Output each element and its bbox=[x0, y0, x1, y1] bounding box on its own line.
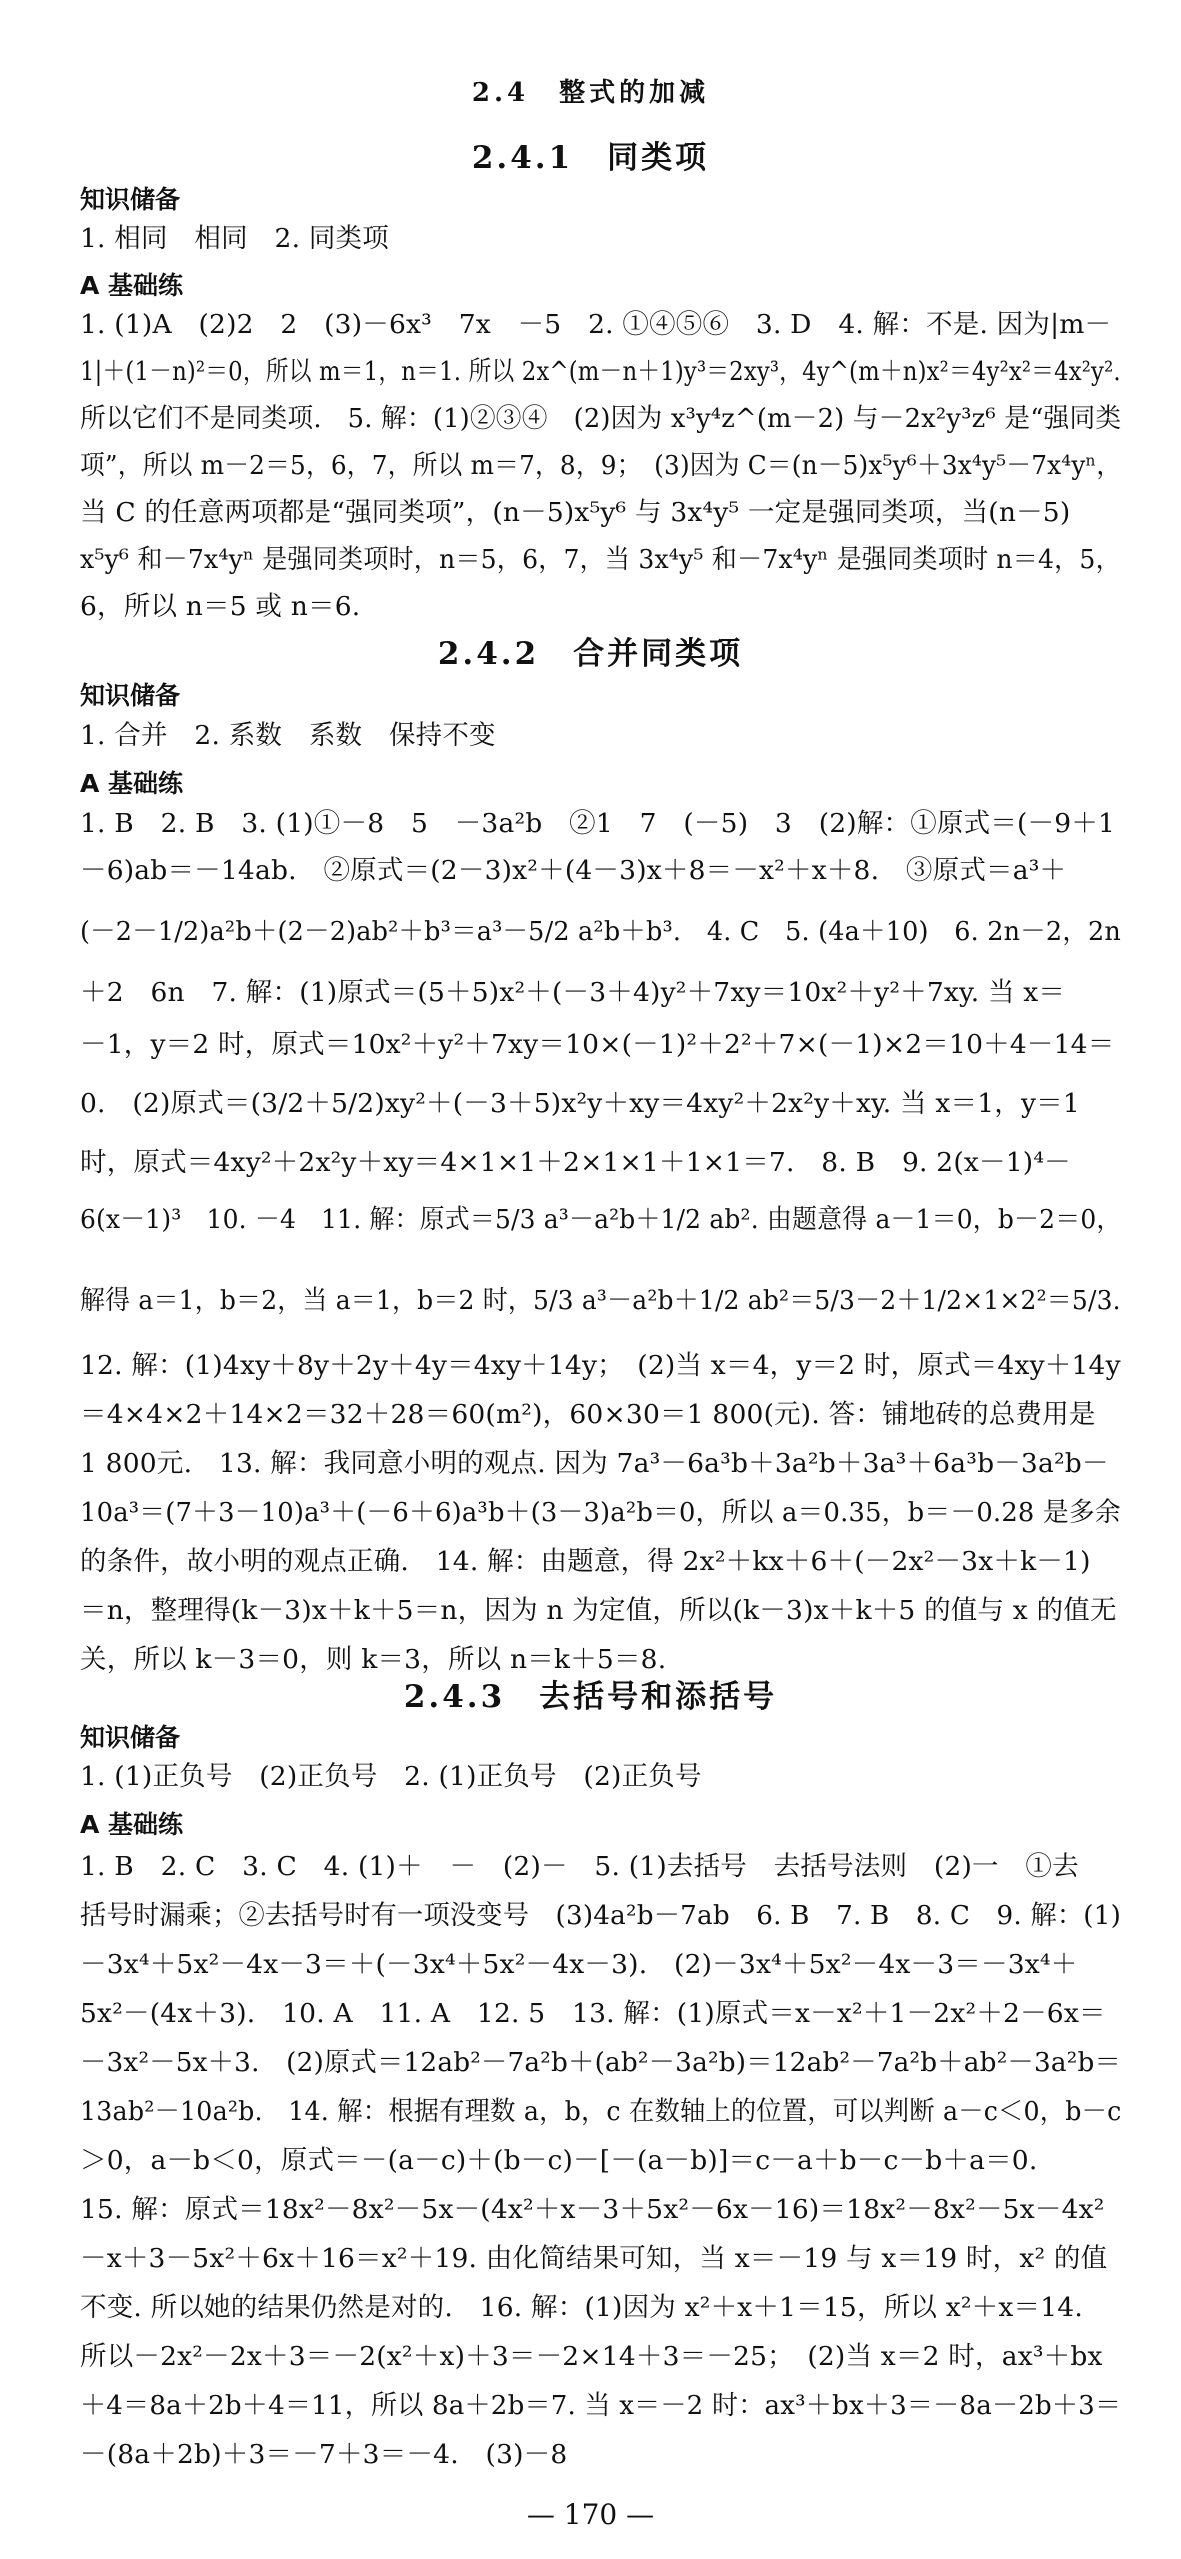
subsection-title: 2.4.2 合并同类项 bbox=[437, 636, 744, 672]
answer-line: ＋4＝8a＋2b＋4＝11，所以 8a＋2b＝7. 当 x＝－2 时：ax³＋bx＋3＝－8a－2b＋3＝ bbox=[80, 2390, 1122, 2421]
knowledge-line: 1. 相同 相同 2. 同类项 bbox=[80, 223, 389, 254]
answer-line: －1，y＝2 时，原式＝10x²＋y²＋7xy＝10×(－1)²＋2²＋7×(－1)×2＝10＋4－14＝ bbox=[80, 1029, 1115, 1060]
answer-line: 不变. 所以她的结果仍然是对的. 16. 解：(1)因为 x²＋x＋1＝15，所以 x²＋x＝14. bbox=[80, 2292, 1083, 2323]
answer-line: ＞0，a－b＜0，原式＝－(a－c)＋(b－c)－[－(a－b)]＝c－a＋b－c－b＋a＝0. bbox=[80, 2145, 1038, 2176]
subsection-title: 2.4.1 同类项 bbox=[471, 140, 710, 176]
answer-line: 1. B 2. B 3. (1)①－8 5 －3a²b ②1 7 (－5) 3 (2)解：①原式＝(－9＋1 bbox=[80, 808, 1116, 839]
answer-line: 5x²－(4x＋3). 10. A 11. A 12. 5 13. 解：(1)原式＝x－x²＋1－2x²＋2－6x＝ bbox=[80, 1998, 1106, 2029]
answer-line: ＋2 6n 7. 解：(1)原式＝(5＋5)x²＋(－3＋4)y²＋7xy＝10x²＋y²＋7xy. 当 x＝ bbox=[80, 977, 1066, 1008]
answer-line: 所以－2x²－2x＋3＝－2(x²＋x)＋3＝－2×14＋3＝－25； (2)当 x＝2 时，ax³＋bx bbox=[80, 2341, 1103, 2372]
answer-line: 1. B 2. C 3. C 4. (1)＋ － (2)－ 5. (1)去括号 去括号法则 (2)一 ①去 bbox=[80, 1851, 1079, 1882]
answer-line: 的条件，故小明的观点正确. 14. 解：由题意，得 2x²＋kx＋6＋(－2x²－3x＋k－1) bbox=[80, 1546, 1091, 1577]
answer-line: 15. 解：原式＝18x²－8x²－5x－(4x²＋x－3＋5x²－6x－16)＝18x²－8x²－5x－4x² bbox=[80, 2194, 1105, 2225]
answer-line: 0. (2)原式＝(3/2＋5/2)xy²＋(－3＋5)x²y＋xy＝4xy²＋2x²y＋xy. 当 x＝1，y＝1 bbox=[80, 1088, 1080, 1119]
answer-line: 10a³＝(7＋3－10)a³＋(－6＋6)a³b＋(3－3)a²b＝0，所以 a＝0.35，b＝－0.28 是多余 bbox=[80, 1497, 1121, 1528]
knowledge-heading: 知识储备 bbox=[80, 681, 181, 710]
knowledge-line: 1. 合并 2. 系数 系数 保持不变 bbox=[80, 720, 496, 751]
section-title: 2.4 整式的加减 bbox=[471, 78, 710, 108]
answer-line: 关，所以 k－3＝0，则 k＝3，所以 n＝k＋5＝8. bbox=[80, 1644, 667, 1675]
answer-line: 解得 a＝1，b＝2，当 a＝1，b＝2 时，5/3 a³－a²b＋1/2 ab²＝5/3－2＋1/2×1×2²＝5/3. bbox=[80, 1285, 1121, 1316]
answer-line: 1. (1)A (2)2 2 (3)－6x³ 7x －5 2. ①④⑤⑥ 3. D 4. 解：不是. 因为|m－ bbox=[80, 309, 1112, 340]
answer-line: 6(x－1)³ 10. －4 11. 解：原式＝5/3 a³－a²b＋1/2 ab². 由题意得 a－1＝0，b－2＝0， bbox=[80, 1204, 1122, 1235]
answer-line: 1 800元. 13. 解：我同意小明的观点. 因为 7a³－6a³b＋3a²b＋3a³＋6a³b－3a²b－ bbox=[80, 1448, 1109, 1479]
answer-line: ＝n，整理得(k－3)x＋k＋5＝n，因为 n 为定值，所以(k－3)x＋k＋5 的值与 x 的值无 bbox=[80, 1595, 1117, 1626]
answer-line: 13ab²－10a²b. 14. 解：根据有理数 a，b，c 在数轴上的位置，可以判断 a－c＜0，b－c bbox=[80, 2096, 1122, 2127]
answer-line: －x＋3－5x²＋6x＋16＝x²＋19. 由化简结果可知，当 x＝－19 与 x＝19 时，x² 的值 bbox=[80, 2243, 1108, 2274]
answer-line: 1|＋(1－n)²＝0，所以 m＝1，n＝1. 所以 2x^(m－n＋1)y³＝2xy³，4y^(m＋n)x²＝4y²x²＝4x²y². bbox=[80, 356, 1121, 387]
answer-line: 12. 解：(1)4xy＋8y＋2y＋4y＝4xy＋14y； (2)当 x＝4，y＝2 时，原式＝4xy＋14y bbox=[80, 1350, 1121, 1381]
answer-line: －3x⁴＋5x²－4x－3＝＋(－3x⁴＋5x²－4x－3). (2)－3x⁴＋5x²－4x－3＝－3x⁴＋ bbox=[80, 1949, 1078, 1980]
answer-line: 项”，所以 m－2＝5，6，7，所以 m＝7，8，9； (3)因为 C＝(n－5)x⁵y⁶＋3x⁴y⁵－7x⁴yⁿ， bbox=[80, 450, 1122, 481]
subsection-title: 2.4.3 去括号和添括号 bbox=[403, 1679, 778, 1715]
basic-heading: A 基础练 bbox=[80, 271, 184, 300]
answer-line: ＝4×4×2＋14×2＝32＋28＝60(m²)，60×30＝1 800(元). 答：铺地砖的总费用是 bbox=[80, 1399, 1096, 1430]
answer-line: 6，所以 n＝5 或 n＝6. bbox=[80, 591, 361, 622]
knowledge-heading: 知识储备 bbox=[80, 1723, 181, 1752]
answer-line: x⁵y⁶ 和－7x⁴yⁿ 是强同类项时，n＝5，6，7，当 3x⁴y⁵ 和－7x⁴yⁿ 是强同类项时 n＝4，5， bbox=[80, 544, 1121, 575]
answer-line: －(8a＋2b)＋3＝－7＋3＝－4. (3)－8 bbox=[80, 2439, 568, 2470]
answer-line: －6)ab＝－14ab. ②原式＝(2－3)x²＋(4－3)x＋8＝－x²＋x＋8. ③原式＝a³＋ bbox=[80, 855, 1067, 886]
basic-heading: A 基础练 bbox=[80, 769, 184, 798]
knowledge-line: 1. (1)正负号 (2)正负号 2. (1)正负号 (2)正负号 bbox=[80, 1761, 702, 1792]
answer-line: 括号时漏乘；②去括号时有一项没变号 (3)4a²b－7ab 6. B 7. B 8. C 9. 解：(1) bbox=[80, 1900, 1122, 1931]
basic-heading: A 基础练 bbox=[80, 1810, 184, 1839]
answer-line: 当 C 的任意两项都是“强同类项”，(n－5)x⁵y⁶ 与 3x⁴y⁵ 一定是强同类项，当(n－5) bbox=[80, 497, 1071, 528]
answer-line: 时，原式＝4xy²＋2x²y＋xy＝4×1×1＋2×1×1＋1×1＝7. 8. B 9. 2(x－1)⁴－ bbox=[80, 1147, 1071, 1178]
answer-line: －3x²－5x＋3. (2)原式＝12ab²－7a²b＋(ab²－3a²b)＝12ab²－7a²b＋ab²－3a²b＝ bbox=[80, 2047, 1122, 2078]
answer-line: (－2－1/2)a²b＋(2－2)ab²＋b³＝a³－5/2 a²b＋b³. 4. C 5. (4a＋10) 6. 2n－2，2n bbox=[80, 916, 1121, 947]
answer-line: 所以它们不是同类项. 5. 解：(1)②③④ (2)因为 x³y⁴z^(m－2) 与－2x²y³z⁶ 是“强同类 bbox=[80, 403, 1122, 434]
knowledge-heading: 知识储备 bbox=[80, 185, 181, 214]
page-number: — 170 — bbox=[526, 2498, 655, 2531]
